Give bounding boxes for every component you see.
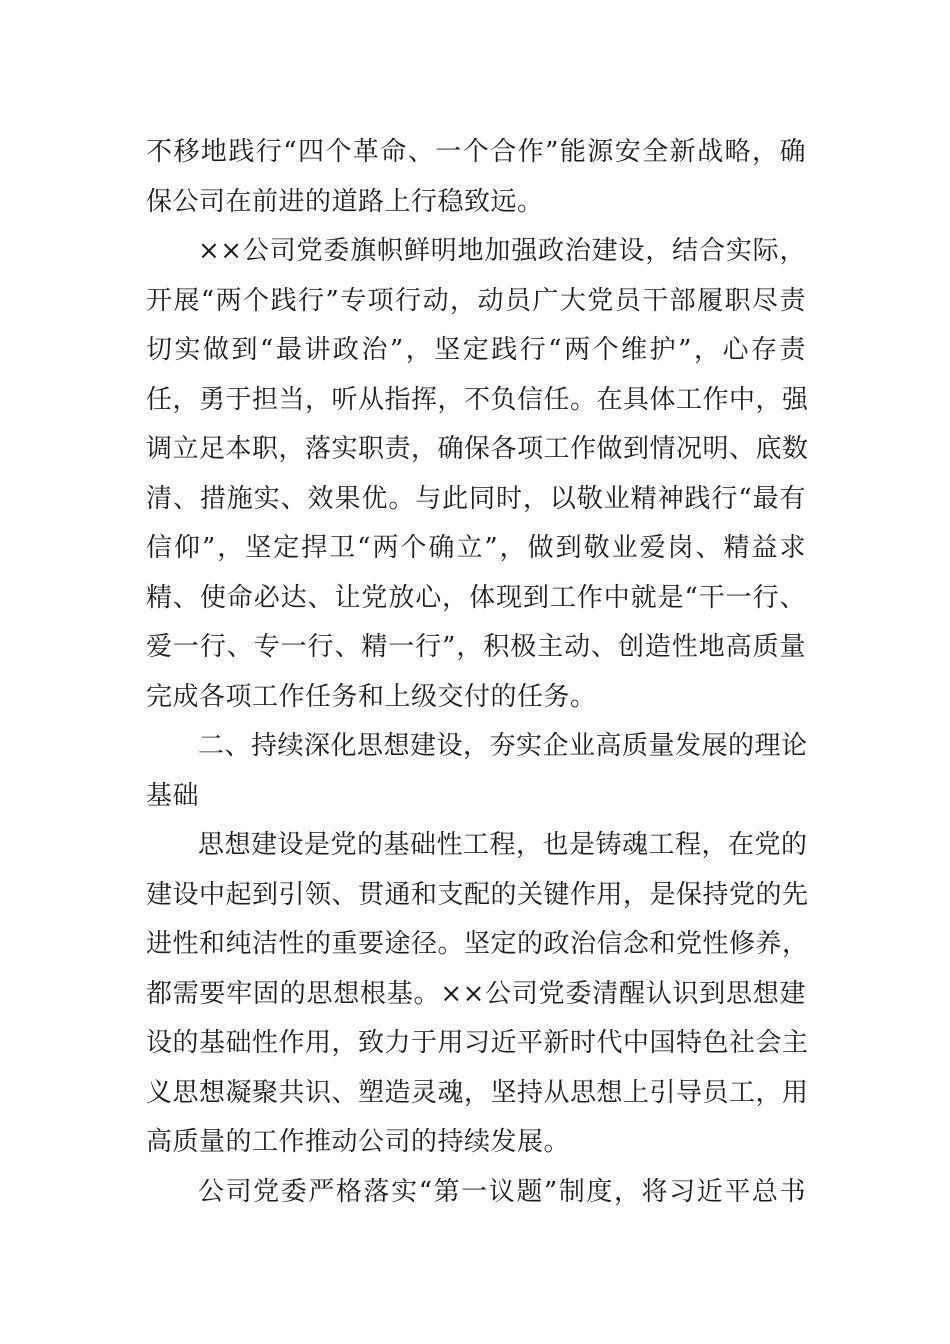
section-heading-line: 二、持续深化思想建设，夯实企业高质量发展的理论 — [198, 731, 808, 761]
text-line: 精、使命必达、让党放心，体现到工作中就是“干一行、 — [146, 583, 806, 613]
text-line: ××公司党委旗帜鲜明地加强政治建设，结合实际， — [198, 236, 806, 266]
text-line: 清、措施实、效果优。与此同时，以敬业精神践行“最有 — [146, 484, 806, 514]
section-heading-line: 基础 — [146, 781, 200, 811]
text-line: 不移地践行“四个革命、一个合作”能源安全新战略，确 — [146, 137, 806, 167]
text-line: 切实做到“最讲政治”，坚定践行“两个维护”，心存责 — [146, 335, 806, 365]
text-line: 都需要牢固的思想根基。××公司党委清醒认识到思想建 — [146, 979, 806, 1009]
text-line: 信仰”，坚定捍卫“两个确立”，做到敬业爱岗、精益求 — [146, 533, 806, 563]
text-line: 开展“两个践行”专项行动，动员广大党员干部履职尽责 — [146, 286, 806, 316]
text-line: 爱一行、专一行、精一行”，积极主动、创造性地高质量 — [146, 632, 806, 662]
text-line: 义思想凝聚共识、塑造灵魂，坚持从思想上引导员工，用 — [146, 1078, 809, 1108]
text-line: 调立足本职，落实职责，确保各项工作做到情况明、底数 — [146, 434, 809, 464]
text-line: 建设中起到引领、贯通和支配的关键作用，是保持党的先 — [146, 880, 809, 910]
text-line: 公司党委严格落实“第一议题”制度，将习近平总书 — [198, 1177, 806, 1207]
text-line: 高质量的工作推动公司的持续发展。 — [146, 1127, 571, 1157]
text-line: 任，勇于担当，听从指挥，不负信任。在具体工作中，强 — [146, 385, 809, 415]
text-line: 完成各项工作任务和上级交付的任务。 — [146, 682, 597, 712]
text-line: 思想建设是党的基础性工程，也是铸魂工程，在党的 — [198, 830, 808, 860]
text-line: 保公司在前进的道路上行稳致远。 — [146, 187, 544, 217]
text-line: 进性和纯洁性的重要途径。坚定的政治信念和党性修养， — [146, 929, 809, 959]
text-line: 设的基础性作用，致力于用习近平新时代中国特色社会主 — [146, 1028, 809, 1058]
